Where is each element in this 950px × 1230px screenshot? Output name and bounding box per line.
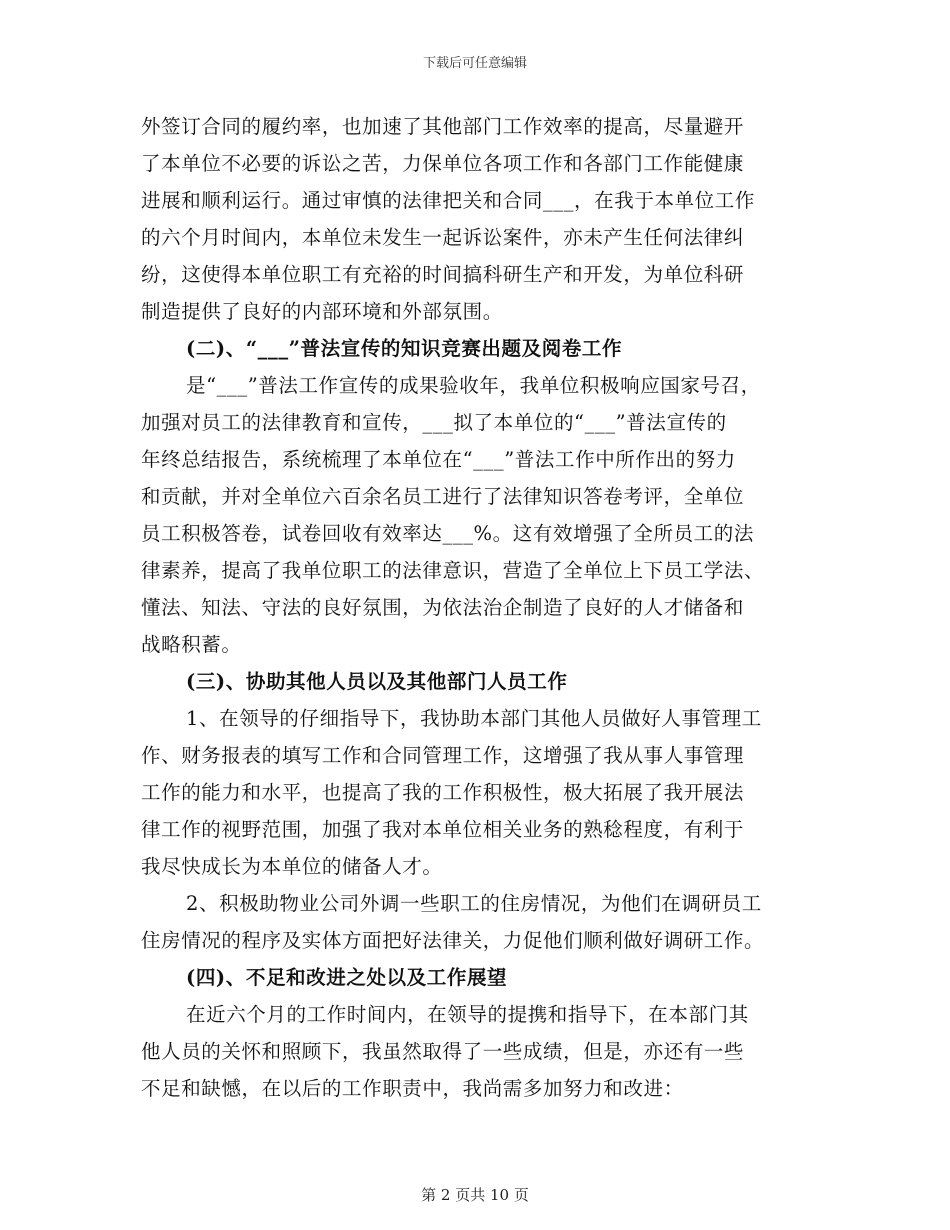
paragraph-line: 战略积蓄。 [141, 633, 242, 656]
paragraph-line: 外签订合同的履约率，也加速了其他部门工作效率的提高，尽量避开 [141, 115, 745, 138]
document-body [141, 108, 831, 1107]
paragraph-line: 住房情况的程序及实体方面把好法律关，力促他们顺利做好调研工作。 [141, 929, 765, 952]
paragraph-line: 2、积极助物业公司外调一些职工的住房情况，为他们在调研员工 [186, 892, 762, 915]
section-heading: (三)、协助其他人员以及其他部门人员工作 [186, 670, 568, 693]
paragraph-line: 他人员的关怀和照顾下，我虽然取得了一些成绩，但是，亦还有一些 [141, 1040, 745, 1063]
paragraph-line: 工作的能力和水平，也提高了我的工作积极性，极大拓展了我开展法 [141, 781, 745, 804]
page-footer: 第 2 页共 10 页 [421, 1186, 529, 1204]
paragraph-line: 1、在领导的仔细指导下，我协助本部门其他人员做好人事管理工 [186, 707, 762, 730]
page-header: 下载后可任意编辑 [422, 56, 527, 71]
paragraph-line: 制造提供了良好的内部环境和外部氛围。 [141, 300, 503, 323]
paragraph-line: 律素养，提高了我单位职工的法律意识，营造了全单位上下员工学法、 [141, 559, 765, 582]
paragraph-line: 不足和缺憾，在以后的工作职责中，我尚需多加努力和改进： [141, 1077, 684, 1100]
paragraph-line: 和贡献，并对全单位六百余名员工进行了法律知识答卷考评，全单位 [141, 485, 745, 508]
paragraph-line: 我尽快成长为本单位的储备人才。 [141, 855, 443, 878]
paragraph-line: 员工积极答卷，试卷回收有效率达___%。这有效增强了全所员工的法 [141, 522, 754, 545]
paragraph-line: 是“___”普法工作宣传的成果验收年，我单位积极响应国家号召， [186, 374, 761, 397]
paragraph-line: 律工作的视野范围，加强了我对本单位相关业务的熟稔程度，有利于 [141, 818, 745, 841]
section-heading: (二)、“___”普法宣传的知识竞赛出题及阅卷工作 [186, 337, 623, 360]
section-heading: (四)、不足和改进之处以及工作展望 [186, 966, 508, 989]
paragraph-line: 了本单位不必要的诉讼之苦，力保单位各项工作和各部门工作能健康 [141, 152, 745, 175]
paragraph-line: 加强对员工的法律教育和宣传，___拟了本单位的“___”普法宣传的 [141, 411, 727, 434]
paragraph-line: 在近六个月的工作时间内，在领导的提携和指导下，在本部门其 [186, 1003, 749, 1026]
paragraph-line: 进展和顺利运行。通过审慎的法律把关和合同___，在我于本单位工作 [141, 189, 755, 212]
paragraph-line: 年终总结报告，系统梳理了本单位在“___”普法工作中所作出的努力 [141, 448, 736, 471]
paragraph-line: 纷，这使得本单位职工有充裕的时间搞科研生产和开发，为单位科研 [141, 263, 745, 286]
paragraph-line: 懂法、知法、守法的良好氛围，为依法治企制造了良好的人才储备和 [141, 596, 745, 619]
paragraph-line: 的六个月时间内，本单位未发生一起诉讼案件，亦未产生任何法律纠 [141, 226, 745, 249]
paragraph-line: 作、财务报表的填写工作和合同管理工作，这增强了我从事人事管理 [141, 744, 745, 767]
